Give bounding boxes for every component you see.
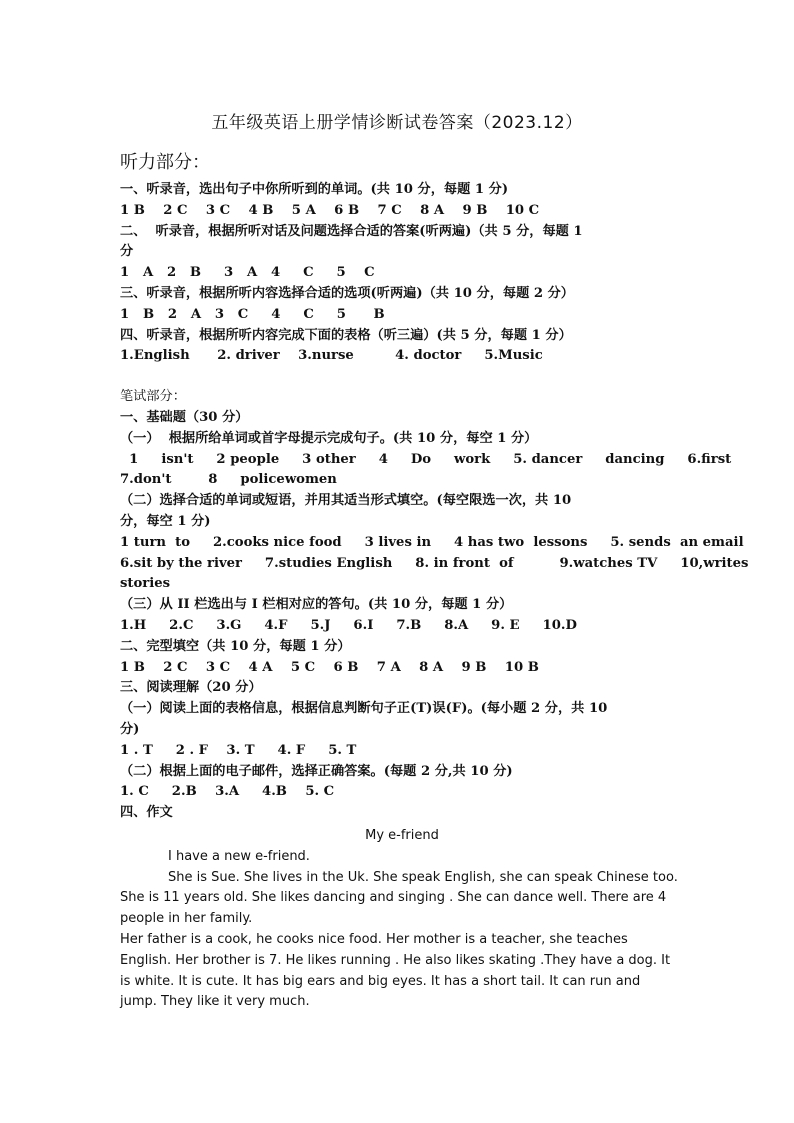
written-line: 1 isn't 2 people 3 other 4 Do work 5. dancer dancing 6.first (120, 451, 732, 467)
written-line: （一） 根据所给单词或首字母提示完成句子。(共 10 分，每空 1 分） (120, 430, 538, 446)
essay-paragraph: She is Sue. She lives in the Uk. She speak English, she can speak Chinese too. She is 11 years old. She likes dancing and singing . She can dance well. There are 4 people in her family. (120, 869, 678, 927)
written-line: 分) (120, 721, 140, 737)
written-line: 1. C 2.B 3.A 4.B 5. C (120, 784, 335, 800)
listening-line: 分 (120, 244, 134, 260)
written-line: 分，每空 1 分) (120, 513, 211, 529)
written-line: 一、基础题（30 分） (120, 409, 249, 425)
written-line: 1 . T 2 . F 3. T 4. F 5. T (120, 742, 357, 758)
answer-lines (120, 180, 749, 824)
essay-title: My e-friend (365, 828, 439, 843)
listening-line: 一、听录音，选出句子中你所听到的单词。(共 10 分，每题 1 分) (120, 182, 509, 197)
listening-line: 四、听录音，根据所听内容完成下面的表格（听三遍）(共 5 分，每题 1 分） (120, 327, 572, 343)
written-line: （一）阅读上面的表格信息，根据信息判断句子正(T)误(F)。(每小题 2 分，共 10 (120, 701, 608, 717)
written-line: （二）根据上面的电子邮件，选择正确答案。(每题 2 分,共 10 分) (120, 763, 513, 779)
written-line: 1 B 2 C 3 C 4 A 5 C 6 B 7 A 8 A 9 B 10 B (120, 659, 539, 675)
written-line: 6.sit by the river 7.studies English 8. in front of 9.watches TV 10,writes (120, 555, 749, 571)
written-line: 四、作文 (120, 805, 173, 821)
listening-line: 1 B 2 C 3 C 4 B 5 A 6 B 7 C 8 A 9 B 10 C (120, 202, 540, 218)
written-line: （三）从 II 栏选出与 I 栏相对应的答句。(共 10 分，每题 1 分） (120, 597, 513, 613)
essay (120, 826, 680, 1013)
listening-line: 1 B 2 A 3 C 4 C 5 B (120, 306, 385, 322)
listening-line: 1 A 2 B 3 A 4 C 5 C (120, 265, 375, 281)
spacer (120, 367, 680, 387)
written-line: 三、阅读理解（20 分） (120, 680, 262, 696)
essay-paragraph: Her father is a cook, he cooks nice food. Her mother is a teacher, she teaches English. Her brother is 7. He likes running . He also likes skating .They have a dog. It is white. It is cute. It has big ears and big eyes. It has a short tail. It can run and jump. They like it very much. (120, 931, 671, 1010)
written-line: stories (120, 576, 171, 592)
listening-line: 1.English 2. driver 3.nurse 4. doctor 5.Music (120, 348, 543, 364)
page-title: 五年级英语上册学情诊断试卷答案（2023.12） (211, 113, 583, 133)
written-line: 7.don't 8 policewomen (120, 472, 337, 488)
written-line: 二、完型填空（共 10 分，每题 1 分） (120, 638, 351, 654)
listening-line: 三、听录音，根据所听内容选择合适的选项(听两遍)（共 10 分，每题 2 分） (120, 285, 574, 301)
listening-heading: 听力部分： (120, 152, 210, 173)
written-line: （二）选择合适的单词或短语，并用其适当形式填空。(每空限选一次，共 10 (120, 493, 572, 509)
written-heading: 笔试部分： (120, 389, 186, 405)
listening-line: 二、 听录音，根据所听对话及问题选择合适的答案(听两遍)（共 5 分，每题 1 (120, 223, 583, 239)
written-line: 1.H 2.C 3.G 4.F 5.J 6.I 7.B 8.A 9. E 10.D (120, 617, 577, 633)
essay-paragraph: I have a new e-friend. (168, 848, 310, 864)
written-line: 1 turn to 2.cooks nice food 3 lives in 4 has two lessons 5. sends an email (120, 534, 744, 550)
